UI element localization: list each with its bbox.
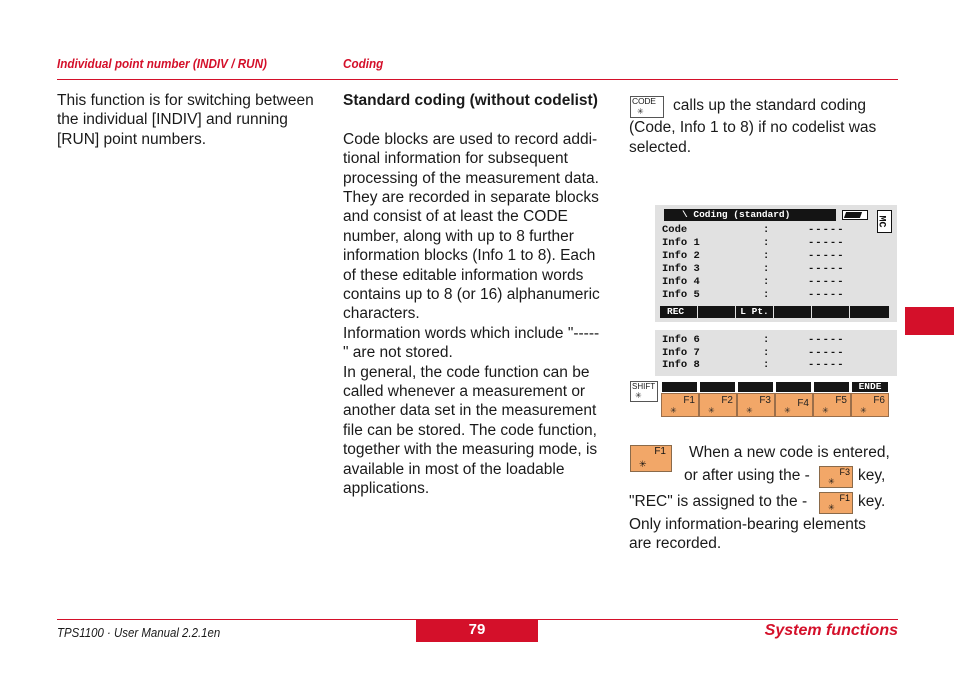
softkey-empty[interactable] [698, 306, 735, 318]
row-sep: : [763, 289, 770, 301]
key-dot-icon: ✳ [828, 477, 835, 486]
shift-softkey[interactable] [776, 382, 811, 392]
f2-key[interactable] [699, 393, 737, 417]
col1-line: [RUN] point numbers. [57, 130, 207, 148]
col2-line: called whenever a measurement or [343, 383, 586, 401]
new-code-line2-pre: or after using the - [684, 467, 810, 484]
shift-key-label: SHIFT [632, 382, 656, 391]
chapter-tab [905, 307, 954, 335]
f4-key-label: F4 [797, 398, 809, 409]
screen-row [662, 224, 862, 237]
new-code-line1: When a new code is entered, [689, 444, 890, 461]
row-label: Code [662, 224, 688, 236]
key-dot-icon: ✳ [746, 406, 753, 415]
shift-softkey[interactable] [662, 382, 697, 392]
screen-title-bar [664, 209, 836, 221]
f6-key-label: F6 [873, 395, 885, 406]
col2-line: together with the measuring mode, is [343, 441, 598, 459]
screen-fields [662, 224, 862, 302]
col2-line: file can be stored. The code function, [343, 421, 597, 439]
row-value[interactable]: ----- [808, 224, 845, 236]
col2-heading: Standard coding (without codelist) [343, 92, 598, 109]
row-value[interactable]: ----- [808, 263, 845, 275]
row-label: Info 2 [662, 250, 700, 262]
screen-fields-page2 [662, 334, 862, 372]
row-label: Info 6 [662, 334, 700, 346]
row-label: Info 4 [662, 276, 700, 288]
softkey-empty[interactable] [850, 306, 889, 318]
f2-key-label: F2 [721, 395, 733, 406]
f5-key-label: F5 [835, 395, 847, 406]
f3-key[interactable] [737, 393, 775, 417]
shift-softkey[interactable] [814, 382, 849, 392]
col1-text [57, 91, 337, 149]
col1-line: the individual [INDIV] and running [57, 111, 288, 129]
header-rule [57, 79, 898, 80]
screen-title: \ Coding (standard) [682, 209, 791, 220]
shift-softkey[interactable] [700, 382, 735, 392]
f1-key-icon [630, 445, 672, 472]
key-dot-icon: ✳ [860, 406, 867, 415]
subsection-title: Coding [343, 56, 384, 71]
final-line1: Only information-bearing elements [629, 516, 866, 533]
col2-line: Code blocks are used to record addi- [343, 130, 598, 148]
softkey-last-point[interactable]: L Pt. [736, 306, 773, 318]
screen-row [662, 276, 862, 289]
row-label: Info 5 [662, 289, 700, 301]
screen-row [662, 250, 862, 263]
row-sep: : [763, 276, 770, 288]
col2-line: another data set in the measurement [343, 402, 597, 420]
row-value[interactable]: ----- [808, 334, 845, 346]
f5-key[interactable] [813, 393, 851, 417]
row-sep: : [763, 359, 770, 371]
f1-key-label: F1 [683, 395, 695, 406]
col2-line: available in most of the loadable [343, 460, 565, 478]
row-value[interactable]: ----- [808, 237, 845, 249]
row-label: Info 1 [662, 237, 700, 249]
key-dot-icon: ✳ [635, 391, 642, 400]
mode-badge-icon [877, 210, 892, 233]
section-title: Individual point number (INDIV / RUN) [57, 56, 267, 71]
mode-badge: MC [875, 215, 887, 228]
row-label: Info 7 [662, 346, 700, 359]
shift-softkey-ende[interactable]: ENDE [852, 382, 888, 392]
col2-text [343, 91, 623, 499]
row-value[interactable]: ----- [808, 359, 845, 371]
row-value[interactable]: ----- [808, 289, 845, 301]
f1-key-icon-inline [819, 492, 853, 514]
col2-line: number, along with up to 8 further [343, 227, 574, 245]
chapter-name: System functions [764, 622, 898, 639]
softkey-empty[interactable] [812, 306, 849, 318]
f3-key-icon [819, 466, 853, 488]
col2-line: characters. [343, 305, 420, 323]
col2-line: tional information for subsequent [343, 150, 568, 168]
f3-icon-label: F3 [839, 467, 850, 477]
f1-icon-label: F1 [654, 446, 666, 457]
col2-line: " are not stored. [343, 344, 453, 362]
row-label: Info 8 [662, 359, 700, 371]
final-line2: are recorded. [629, 535, 722, 552]
row-sep: : [763, 224, 770, 236]
key-dot-icon: ✳ [637, 107, 644, 116]
col2-line: contains up to 8 (or 16) alphanumeric [343, 286, 600, 304]
screen-row [662, 334, 862, 347]
screen-row [662, 263, 862, 276]
key-dot-icon: ✳ [639, 459, 647, 469]
screen-row [662, 359, 862, 372]
key-dot-icon: ✳ [670, 406, 677, 415]
col3-intro-line2: (Code, Info 1 to 8) if no codelist was [629, 119, 877, 136]
f1-key[interactable] [661, 393, 699, 417]
softkey-bar [660, 306, 889, 318]
rec-line-pre: "REC" is assigned to the - [629, 493, 808, 510]
row-sep: : [763, 334, 770, 346]
row-value[interactable]: ----- [808, 346, 845, 359]
f3-key-label: F3 [759, 395, 771, 406]
col2-line: and consist of at least the CODE [343, 208, 568, 226]
softkey-empty[interactable] [774, 306, 811, 318]
f4-key[interactable] [775, 393, 813, 417]
key-dot-icon: ✳ [708, 406, 715, 415]
row-value[interactable]: ----- [808, 276, 845, 288]
col3-intro-line3: selected. [629, 139, 692, 156]
key-dot-icon: ✳ [784, 406, 791, 415]
col1-line: This function is for switching between [57, 92, 314, 109]
row-sep: : [763, 263, 770, 275]
row-label: Info 3 [662, 263, 700, 275]
page-number: 79 [416, 620, 538, 642]
screen-row [662, 347, 862, 360]
code-key-icon [630, 96, 664, 118]
col2-line: In general, the code function can be [343, 363, 590, 381]
screen-row [662, 237, 862, 250]
manual-title: TPS1100 · User Manual 2.2.1en [57, 625, 221, 640]
softkey-rec[interactable]: REC [660, 306, 697, 318]
key-dot-icon: ✳ [822, 406, 829, 415]
row-value[interactable]: ----- [808, 250, 845, 262]
rec-line-post: key. [858, 493, 886, 510]
row-sep: : [763, 250, 770, 262]
shift-key[interactable] [630, 381, 658, 402]
col3-intro-line1: calls up the standard coding [673, 97, 867, 114]
new-code-line2-post: key, [858, 467, 886, 484]
code-key-label: CODE [632, 96, 656, 106]
col2-line: of these editable information words [343, 266, 584, 284]
col2-line: processing of the measurement data. [343, 169, 599, 187]
screen-row [662, 289, 862, 302]
row-sep: : [763, 346, 770, 359]
key-dot-icon: ✳ [828, 503, 835, 512]
col2-line: information blocks (Info 1 to 8). Each [343, 247, 596, 265]
f6-key[interactable] [851, 393, 889, 417]
f1-icon-label: F1 [839, 493, 850, 503]
col2-line: Information words which include "----- [343, 324, 600, 342]
col2-line: applications. [343, 480, 430, 498]
battery-icon [842, 210, 868, 220]
col2-line: They are recorded in separate blocks [343, 189, 599, 207]
row-sep: : [763, 237, 770, 249]
shift-softkey[interactable] [738, 382, 773, 392]
